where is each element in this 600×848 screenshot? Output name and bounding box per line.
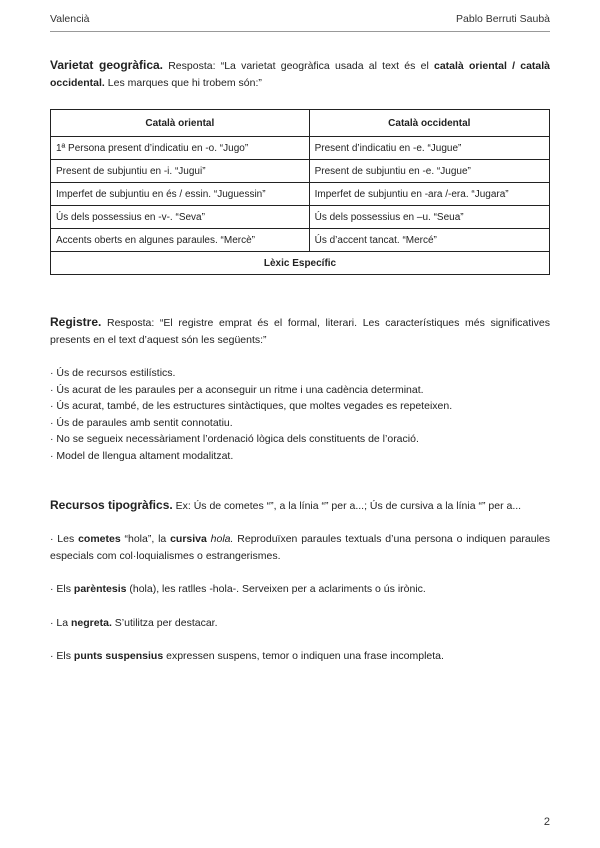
bold-cursiva: cursiva	[170, 533, 207, 545]
header-right: Pablo Berruti Saubà	[456, 13, 550, 25]
text-fragment: · La	[50, 617, 72, 629]
text-fragment: “hola”, la	[120, 533, 171, 545]
recursos-heading: Recursos tipogràfics.	[50, 498, 173, 512]
table-footer-lexic: Lèxic Específic	[51, 252, 550, 275]
table-cell: Ús dels possessius en –u. “Seua”	[309, 206, 549, 229]
table-cell: 1ª Persona present d’indicatiu en -o. “Jugo”	[51, 137, 310, 160]
recursos-paragraph-cometes	[50, 531, 550, 565]
text-fragment: S’utilitza per destacar.	[111, 617, 218, 629]
text-fragment: · Els	[50, 583, 74, 595]
bold-negreta: negreta.	[71, 617, 112, 629]
list-item: · Model de llengua altament modalitzat.	[50, 449, 234, 462]
table-cell: Accents oberts en algunes paraules. “Mercè”	[51, 229, 310, 252]
text-fragment: expressen suspens, temor o indiquen una frase incompleta.	[163, 650, 444, 662]
table-cell: Ús dels possessius en -v-. “Seva”	[51, 206, 310, 229]
table-cell: Present d’indicatiu en -e. “Jugue”	[309, 137, 549, 160]
header-left: Valencià	[50, 13, 90, 25]
varietat-paragraph	[50, 57, 550, 92]
text-fragment: · Les	[50, 533, 79, 545]
table-cell: Present de subjuntiu en -i. “Jugui”	[51, 160, 310, 183]
table-cell: Imperfet de subjuntiu en -ara /-era. “Jugara”	[309, 183, 549, 206]
list-item: · Ús acurat de les paraules per a aconseguir un ritme i una cadència determinat.	[50, 383, 424, 396]
text-fragment: · Els	[50, 650, 74, 662]
registre-text: Resposta: “El registre emprat és el formal, literari. Les característiques més significatives presents en el text d’aquest són les següents:”	[50, 317, 550, 346]
varietat-bold: català oriental / català occidental.	[50, 60, 551, 89]
dialect-table	[50, 109, 550, 275]
table-row	[51, 183, 550, 206]
text-fragment: (hola), les ratlles -hola-. Serveixen per a aclariments o ús irònic.	[126, 583, 426, 595]
recursos-paragraph-punts	[50, 648, 550, 665]
registre-heading: Registre.	[50, 315, 102, 329]
table-row	[51, 160, 550, 183]
italic-hola: hola.	[210, 533, 234, 545]
table-footer-row	[51, 252, 550, 275]
list-item: · No se segueix necessàriament l’ordenació lògica dels constituents de l’oració.	[50, 433, 419, 446]
recursos-heading-line	[50, 497, 550, 515]
table-cell: Present de subjuntiu en -e. “Jugue”	[309, 160, 549, 183]
text-fragment: Reproduïxen paraules textuals d’una persona o indiquen paraules especials com col·loquialismes o estrangerismes.	[50, 533, 551, 562]
table-row	[51, 137, 550, 160]
varietat-heading: Varietat geogràfica.	[50, 58, 164, 72]
recursos-example: Ex: Ús de cometes “”, a la línia “” per a...; Ús de cursiva a la línia “” per a...	[172, 500, 522, 512]
recursos-paragraph-negreta	[50, 615, 550, 632]
bold-cometes: cometes	[78, 533, 121, 545]
table-header-oriental: Català oriental	[51, 110, 310, 137]
table-row	[51, 229, 550, 252]
list-item: · Ús de paraules amb sentit connotatiu.	[50, 416, 233, 429]
bold-parentesis: parèntesis	[73, 583, 127, 595]
page-number: 2	[543, 816, 550, 828]
recursos-paragraph-parentesis	[50, 581, 550, 598]
varietat-text-b: Les marques que hi trobem són:”	[104, 77, 262, 89]
table-cell: Ús d’accent tancat. “Mercé”	[309, 229, 549, 252]
table-row	[51, 206, 550, 229]
table-header-occidental: Català occidental	[309, 110, 549, 137]
header-divider	[50, 31, 550, 32]
registre-paragraph	[50, 314, 550, 349]
bold-punts-suspensius: punts suspensius	[73, 650, 164, 662]
table-cell: Imperfet de subjuntiu en és / essin. “Juguessin”	[51, 183, 310, 206]
registre-bullet-list	[50, 365, 550, 465]
varietat-text-a: Resposta: “La varietat geogràfica usada al text és el	[163, 60, 434, 72]
list-item: · Ús de recursos estilístics.	[50, 367, 176, 379]
table-header-row	[51, 110, 550, 137]
list-item: · Ús acurat, també, de les estructures sintàctiques, que moltes vegades es repeteixen.	[50, 400, 453, 413]
